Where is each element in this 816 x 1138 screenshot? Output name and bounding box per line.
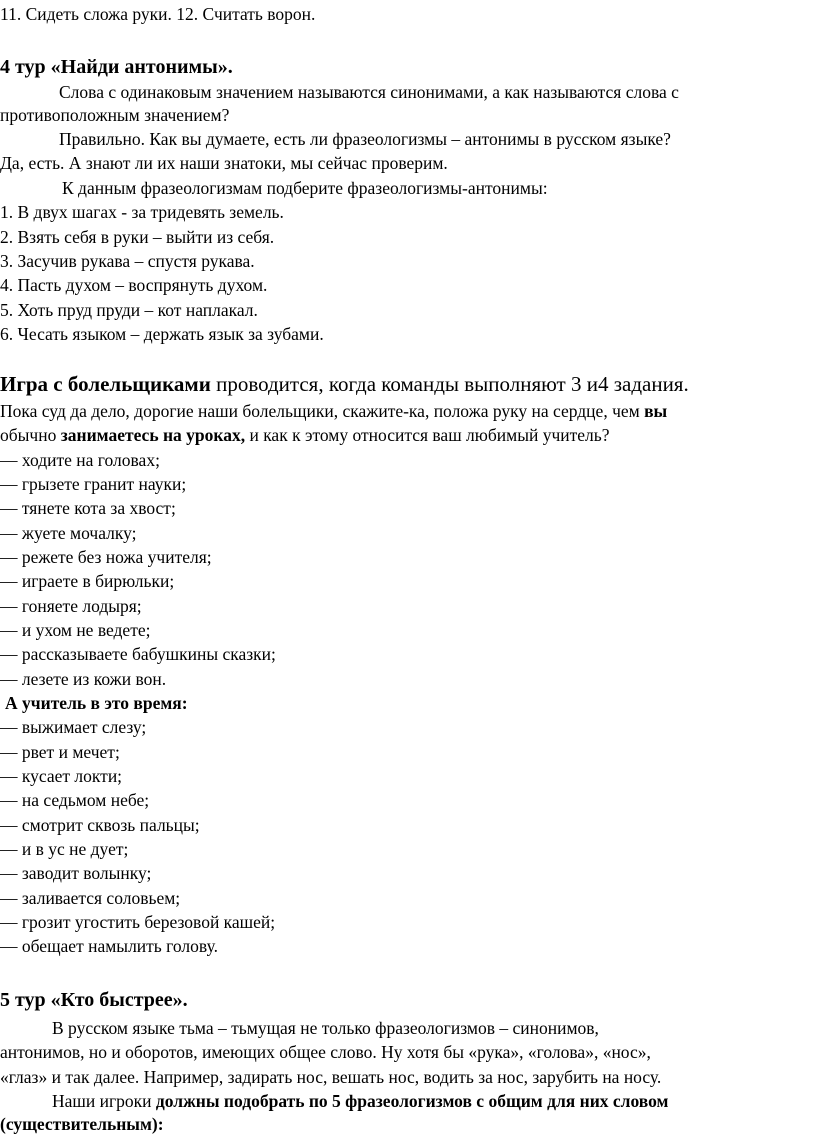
student-item: — и ухом не ведете;: [0, 620, 151, 640]
teacher-item: — обещает намылить голову.: [0, 936, 218, 956]
fans-question-line-2: [0, 424, 610, 446]
round5-paragraph-2-text: Наши игроки: [52, 1091, 156, 1111]
round5-paragraph-1-line-2: антонимов, но и оборотов, имеющих общее слово. Ну хотя бы «рука», «голова», «нос»,: [0, 1042, 651, 1062]
student-item: — жуете мочалку;: [0, 523, 137, 543]
round4-paragraph-3: К данным фразеологизмам подберите фразеологизмы-антонимы:: [62, 178, 548, 198]
student-item: — гоняете лодыря;: [0, 596, 142, 616]
fans-question-line-2-rest: и как к этому относится ваш любимый учитель?: [245, 425, 610, 445]
antonym-item: 1. В двух шагах - за тридевять земель.: [0, 202, 284, 222]
fans-question-line-2-bold: занимаетесь на уроках,: [60, 425, 246, 445]
student-item: — играете в бирюльки;: [0, 571, 175, 591]
antonym-item: 4. Пасть духом – воспрянуть духом.: [0, 275, 268, 295]
teacher-item: — и в ус не дует;: [0, 839, 129, 859]
fans-question-line-1-text: Пока суд да дело, дорогие наши болельщики, скажите-ка, положа руку на сердце, чем: [0, 401, 645, 421]
antonym-item: 5. Хоть пруд пруди – кот наплакал.: [0, 300, 258, 320]
fans-question-line-2-text: обычно: [0, 425, 61, 445]
student-item: — тянете кота за хвост;: [0, 498, 176, 518]
teacher-heading: А учитель в это время:: [5, 693, 188, 713]
round4-paragraph-2-line-2: Да, есть. А знают ли их наши знатоки, мы сейчас проверим.: [0, 153, 448, 173]
antonym-item: 6. Чесать языком – держать язык за зубами.: [0, 324, 324, 344]
fans-question-line-1: [0, 400, 667, 422]
round4-paragraph-1-line-1: Слова с одинаковым значением называются синонимами, а как называются слова с: [59, 82, 679, 102]
teacher-item: — на седьмом небе;: [0, 790, 150, 810]
round5-paragraph-1-line-3: «глаз» и так далее. Например, задирать нос, вешать нос, водить за нос, зарубить на носу.: [0, 1067, 662, 1087]
round5-paragraph-1-line-1: В русском языке тьма – тьмущая не только фразеологизмов – синонимов,: [52, 1018, 599, 1038]
round5-paragraph-2-line-1: [52, 1090, 668, 1112]
student-item: — лезете из кожи вон.: [0, 669, 167, 689]
teacher-item: — заливается соловьем;: [0, 888, 181, 908]
round4-paragraph-1-line-2: противоположным значением?: [0, 105, 230, 125]
student-item: — режете без ножа учителя;: [0, 547, 212, 567]
teacher-item: — грозит угостить березовой кашей;: [0, 912, 276, 932]
round4-paragraph-2-line-1: Правильно. Как вы думаете, есть ли фразеологизмы – антонимы в русском языке?: [59, 129, 671, 149]
fans-game-heading-bold: Игра с болельщиками: [0, 372, 211, 396]
antonym-item: 3. Засучив рукава – спустя рукава.: [0, 251, 255, 271]
intro-line: 11. Сидеть сложа руки. 12. Считать ворон.: [0, 4, 316, 24]
student-item: — ходите на головах;: [0, 450, 160, 470]
teacher-item: — рвет и мечет;: [0, 742, 120, 762]
round4-heading: 4 тур «Найди антонимы».: [0, 56, 233, 78]
teacher-item: — кусает локти;: [0, 766, 123, 786]
student-item: — рассказываете бабушкины сказки;: [0, 644, 276, 664]
round5-heading: 5 тур «Кто быстрее».: [0, 989, 188, 1011]
round5-paragraph-2-line-2: (существительным):: [0, 1114, 164, 1134]
antonym-item: 2. Взять себя в руки – выйти из себя.: [0, 227, 275, 247]
round5-paragraph-2-bold: должны подобрать по 5 фразеологизмов с общим для них словом: [155, 1091, 669, 1111]
fans-game-heading-rest: проводится, когда команды выполняют 3 и4 задания.: [210, 372, 689, 396]
fans-question-line-1-bold: вы: [644, 401, 668, 421]
fans-game-heading: [0, 372, 689, 396]
teacher-item: — выжимает слезу;: [0, 717, 147, 737]
teacher-item: — заводит волынку;: [0, 863, 152, 883]
teacher-item: — смотрит сквозь пальцы;: [0, 815, 200, 835]
student-item: — грызете гранит науки;: [0, 474, 187, 494]
